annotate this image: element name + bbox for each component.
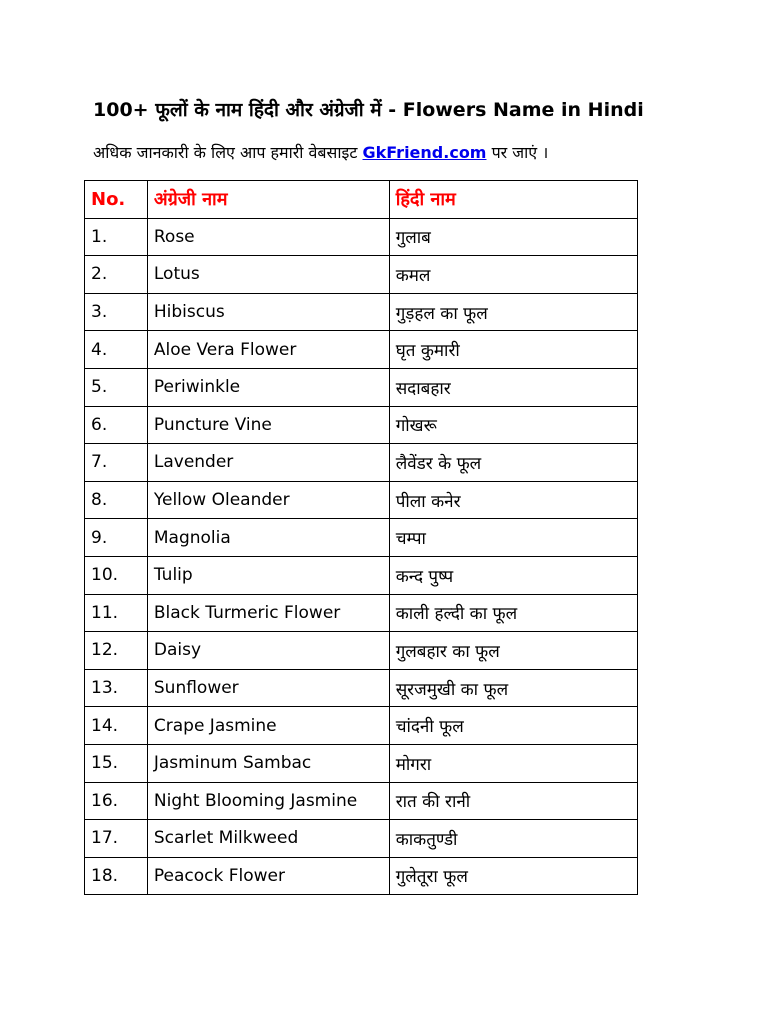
row-number: 5. bbox=[85, 368, 148, 406]
header-number: No. bbox=[85, 181, 148, 219]
table-row bbox=[85, 406, 638, 444]
english-name: Hibiscus bbox=[147, 293, 389, 331]
table-row bbox=[85, 707, 638, 745]
hindi-name: घृत कुमारी bbox=[389, 331, 637, 369]
table-row bbox=[85, 632, 638, 670]
table-row bbox=[85, 519, 638, 557]
row-number: 10. bbox=[85, 556, 148, 594]
row-number: 1. bbox=[85, 218, 148, 256]
hindi-name: कमल bbox=[389, 256, 637, 294]
hindi-name: पीला कनेर bbox=[389, 481, 637, 519]
hindi-name: गुड़हल का फूल bbox=[389, 293, 637, 331]
english-name: Peacock Flower bbox=[147, 857, 389, 895]
table-row bbox=[85, 782, 638, 820]
row-number: 2. bbox=[85, 256, 148, 294]
table-row bbox=[85, 594, 638, 632]
row-number: 7. bbox=[85, 444, 148, 482]
table-body bbox=[85, 218, 638, 895]
row-number: 13. bbox=[85, 669, 148, 707]
english-name: Aloe Vera Flower bbox=[147, 331, 389, 369]
table-row bbox=[85, 556, 638, 594]
hindi-name: लैवेंडर के फूल bbox=[389, 444, 637, 482]
english-name: Crape Jasmine bbox=[147, 707, 389, 745]
website-link[interactable]: GkFriend.com bbox=[362, 143, 487, 162]
english-name: Yellow Oleander bbox=[147, 481, 389, 519]
english-name: Lotus bbox=[147, 256, 389, 294]
table-header-row bbox=[85, 181, 638, 219]
flower-names-table bbox=[84, 180, 638, 895]
row-number: 17. bbox=[85, 820, 148, 858]
hindi-name: गोखरू bbox=[389, 406, 637, 444]
header-english-name: अंग्रेजी नाम bbox=[147, 181, 389, 219]
hindi-name: सदाबहार bbox=[389, 368, 637, 406]
hindi-name: चम्पा bbox=[389, 519, 637, 557]
row-number: 18. bbox=[85, 857, 148, 895]
row-number: 14. bbox=[85, 707, 148, 745]
english-name: Magnolia bbox=[147, 519, 389, 557]
table-row bbox=[85, 218, 638, 256]
english-name: Night Blooming Jasmine bbox=[147, 782, 389, 820]
english-name: Rose bbox=[147, 218, 389, 256]
row-number: 15. bbox=[85, 744, 148, 782]
subtitle-suffix: पर जाएं । bbox=[486, 143, 549, 162]
hindi-name: गुलबहार का फूल bbox=[389, 632, 637, 670]
table-row bbox=[85, 820, 638, 858]
row-number: 12. bbox=[85, 632, 148, 670]
table-row bbox=[85, 481, 638, 519]
row-number: 16. bbox=[85, 782, 148, 820]
row-number: 4. bbox=[85, 331, 148, 369]
subtitle bbox=[93, 141, 548, 163]
table-row bbox=[85, 444, 638, 482]
table-row bbox=[85, 368, 638, 406]
subtitle-text: अधिक जानकारी के लिए आप हमारी वेबसाइट bbox=[93, 143, 363, 162]
hindi-name: काकतुण्डी bbox=[389, 820, 637, 858]
english-name: Sunflower bbox=[147, 669, 389, 707]
table-row bbox=[85, 857, 638, 895]
hindi-name: काली हल्दी का फूल bbox=[389, 594, 637, 632]
english-name: Tulip bbox=[147, 556, 389, 594]
page-title: 100+ फूलों के नाम हिंदी और अंग्रेजी में - Flowers Name in Hindi bbox=[93, 99, 644, 121]
row-number: 8. bbox=[85, 481, 148, 519]
row-number: 6. bbox=[85, 406, 148, 444]
hindi-name: गुलेतूरा फूल bbox=[389, 857, 637, 895]
english-name: Lavender bbox=[147, 444, 389, 482]
english-name: Black Turmeric Flower bbox=[147, 594, 389, 632]
english-name: Jasminum Sambac bbox=[147, 744, 389, 782]
hindi-name: सूरजमुखी का फूल bbox=[389, 669, 637, 707]
table-row bbox=[85, 256, 638, 294]
table-row bbox=[85, 669, 638, 707]
row-number: 3. bbox=[85, 293, 148, 331]
row-number: 11. bbox=[85, 594, 148, 632]
hindi-name: मोगरा bbox=[389, 744, 637, 782]
hindi-name: गुलाब bbox=[389, 218, 637, 256]
english-name: Daisy bbox=[147, 632, 389, 670]
english-name: Periwinkle bbox=[147, 368, 389, 406]
hindi-name: चांदनी फूल bbox=[389, 707, 637, 745]
english-name: Scarlet Milkweed bbox=[147, 820, 389, 858]
table-row bbox=[85, 293, 638, 331]
hindi-name: रात की रानी bbox=[389, 782, 637, 820]
header-hindi-name: हिंदी नाम bbox=[389, 181, 637, 219]
table-row bbox=[85, 744, 638, 782]
hindi-name: कन्द पुष्प bbox=[389, 556, 637, 594]
english-name: Puncture Vine bbox=[147, 406, 389, 444]
table-row bbox=[85, 331, 638, 369]
row-number: 9. bbox=[85, 519, 148, 557]
